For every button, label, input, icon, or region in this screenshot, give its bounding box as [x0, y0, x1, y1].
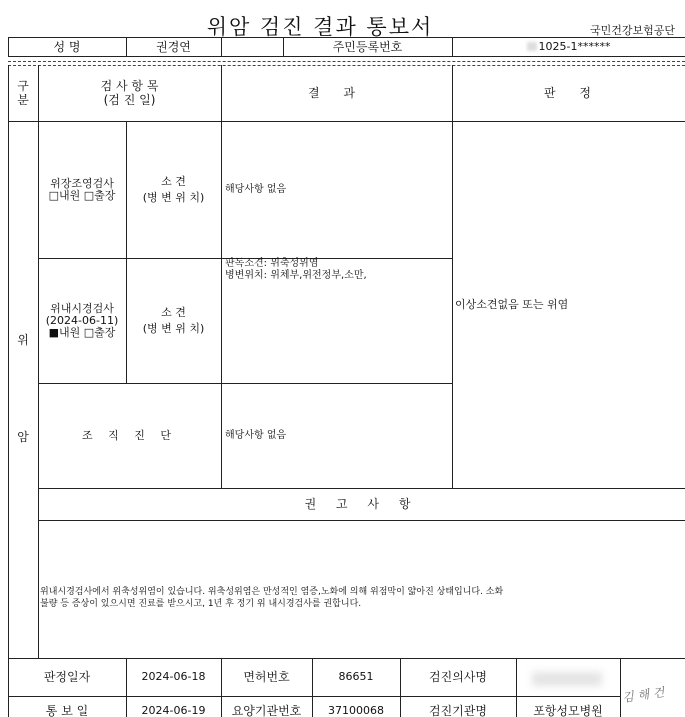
- name-label: 성 명: [53, 39, 81, 54]
- items-header: [38, 65, 221, 121]
- recommendation-line1: 위내시경검사에서 위축성위염이 있습니다. 위축성위염은 만성적인 염증,노화에 의해 위점막이 얇아진 상태입니다. 소화: [40, 587, 504, 597]
- doctor-signature: 김 해 건: [621, 685, 666, 705]
- redaction-blur: [532, 672, 602, 686]
- upper-gi-finding-line2: (병 변 위 치): [142, 190, 205, 204]
- endoscopy-result-line2: 병변위치: 위체부,위전정부,소만,: [225, 270, 367, 281]
- items-header-line2: (검 진 일): [103, 93, 156, 107]
- upper-gi-options: □내원 □출장: [48, 188, 116, 202]
- category-header-bottom: 분: [17, 93, 29, 107]
- category-header-top: 구: [17, 79, 29, 93]
- biopsy-result: 해당사항 없음: [225, 429, 287, 441]
- license-label: 면허번호: [243, 670, 290, 684]
- institution-name: 포항성모병원: [533, 704, 603, 717]
- left-border: [8, 65, 9, 717]
- recommendation-body: [40, 586, 685, 610]
- judgment-column-divider: [452, 65, 453, 488]
- dash-separator-1: [8, 61, 685, 62]
- header-vline: [221, 37, 222, 56]
- judgment-date: 2024-06-18: [141, 670, 206, 683]
- recommendation-title: 권 고 사 항: [304, 497, 419, 511]
- endoscopy-options: ■내원 □출장: [48, 325, 116, 339]
- name-value: 권경연: [156, 39, 191, 54]
- endoscopy-finding-line2: (병 변 위 치): [142, 321, 205, 335]
- endoscopy-finding-label: [126, 258, 221, 383]
- judgment-value: 이상소견없음 또는 위염: [455, 298, 569, 311]
- upper-gi-result: 해당사항 없음: [225, 183, 287, 195]
- result-column-divider: [221, 65, 222, 488]
- notice-date-label: 통 보 일: [45, 704, 89, 717]
- upper-gi-finding-line1: 소 견: [161, 174, 186, 188]
- institution-code-label: 요양기관번호: [231, 704, 302, 717]
- side-label-top: 위: [17, 333, 29, 347]
- recommendation-line2: 불량 등 증상이 있으시면 진료를 받으시고, 1년 후 정기 위 내시경검사를 권합니다.: [40, 599, 362, 609]
- footer-vline: [620, 658, 621, 717]
- endoscopy-result: [225, 258, 450, 383]
- items-header-line1: 검 사 항 목: [100, 79, 159, 93]
- upper-gi-name-text: 위장조영검사: [50, 176, 114, 190]
- rrn-value-wrap: [452, 37, 685, 56]
- side-label-bottom: 암: [17, 430, 29, 444]
- rrn-value: 1025-1******: [538, 39, 611, 53]
- recommendation-title-bottom: [38, 520, 685, 521]
- judgment-header: 판 정: [544, 86, 601, 100]
- upper-gi-finding-label: [126, 121, 221, 258]
- notice-date: 2024-06-19: [141, 704, 206, 717]
- endoscopy-date: (2024-06-11): [45, 313, 119, 327]
- endoscopy-name: [38, 258, 126, 383]
- issuer-name: 국민건강보험공단: [590, 24, 676, 37]
- footer-row-divider: [8, 696, 620, 697]
- doctor-label: 검진의사명: [429, 670, 487, 684]
- redaction-blur: [527, 42, 537, 51]
- category-header: [8, 65, 38, 121]
- endoscopy-finding-line1: 소 견: [161, 305, 186, 319]
- license-no: 86651: [338, 670, 374, 683]
- upper-gi-name: [38, 121, 126, 258]
- document-title: 위암 검진 결과 통보서: [206, 15, 434, 39]
- header-row-bottom: [8, 56, 685, 57]
- endoscopy-name-text: 위내시경검사: [50, 301, 114, 315]
- endoscopy-result-line1: 판독소견: 위축성위염: [225, 258, 319, 269]
- judgment-date-label: 판정일자: [43, 670, 91, 684]
- institution-label: 검진기관명: [429, 704, 487, 717]
- biopsy-name: 조 직 진 단: [82, 428, 177, 442]
- institution-code: 37100068: [328, 704, 384, 717]
- result-header: 결 과: [308, 86, 365, 100]
- rrn-label: 주민등록번호: [332, 39, 403, 54]
